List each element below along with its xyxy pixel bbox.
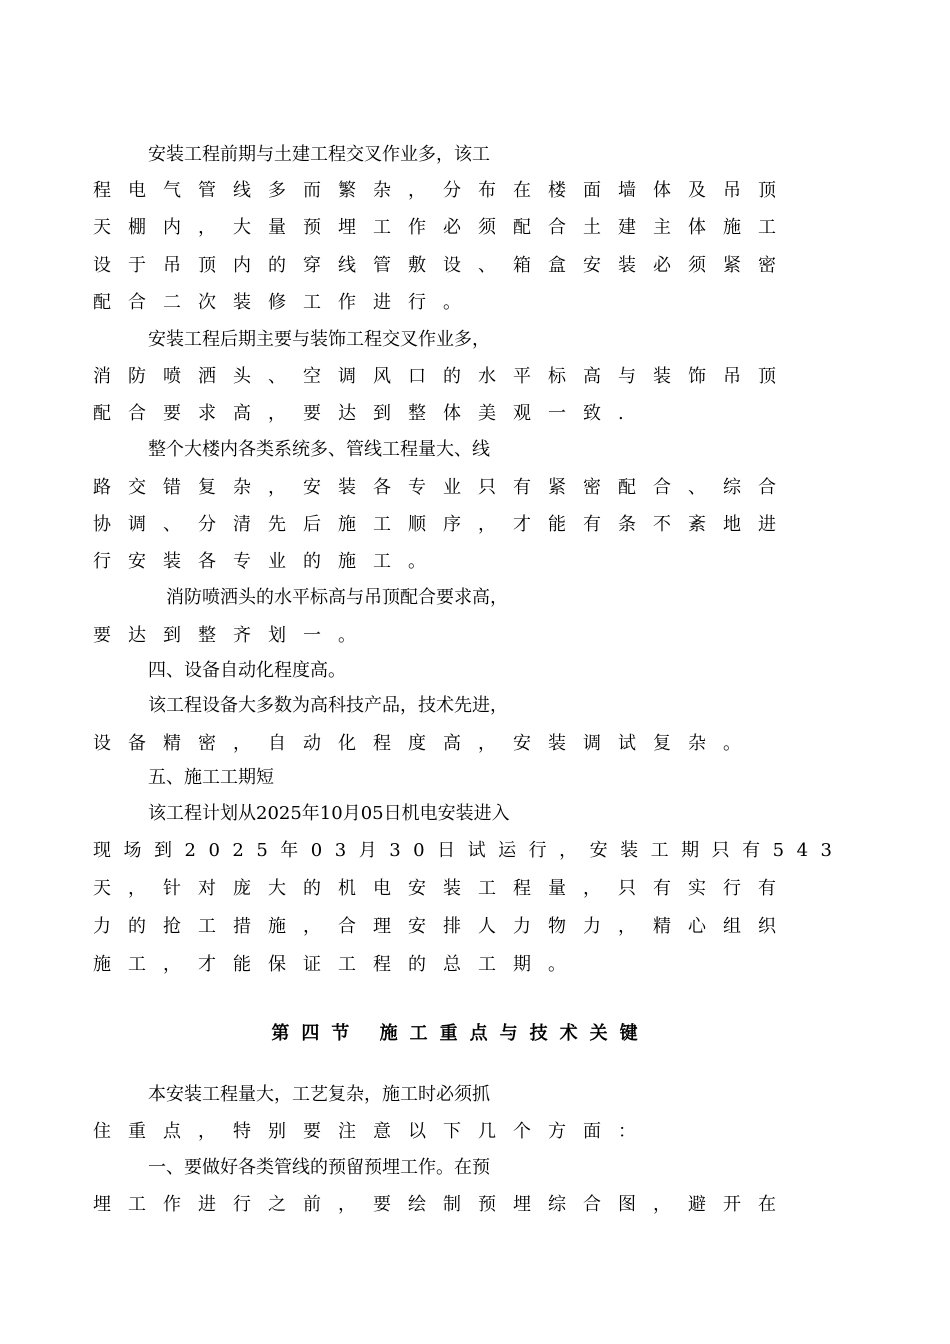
section-heading: 第四节 施工重点与技术关键 <box>271 1023 650 1044</box>
paragraph-line: 施工，才能保证工程的总工期。 <box>93 954 583 975</box>
paragraph-line: 配合二次装修工作进行。 <box>93 292 478 313</box>
paragraph-line: 设备精密，自动化程度高，安装调试复杂。 <box>93 733 758 754</box>
paragraph-line: 设于吊顶内的穿线管敷设、箱盒安装必须紧密 <box>93 255 793 276</box>
paragraph-line: 协调、分清先后施工顺序，才能有条不紊地进 <box>93 514 793 535</box>
paragraph-line: 四、设备自动化程度高。 <box>148 660 346 681</box>
paragraph-line: 住重点，特别要注意以下几个方面： <box>93 1121 653 1142</box>
paragraph-line: 埋工作进行之前，要绘制预埋综合图，避开在 <box>93 1194 793 1215</box>
paragraph-line: 该工程计划从2025年10月05日机电安装进入 <box>148 803 510 824</box>
paragraph-line: 路交错复杂，安装各专业只有紧密配合、综合 <box>93 477 793 498</box>
paragraph-line: 安装工程后期主要与装饰工程交叉作业多， <box>148 329 490 350</box>
paragraph-line: 现场到2025年03月30日试运行，安装工期只有543 <box>93 840 845 861</box>
paragraph-line: 安装工程前期与土建工程交叉作业多，该工 <box>148 144 490 165</box>
paragraph-line: 消防喷洒头的水平标高与吊顶配合要求高， <box>166 587 508 608</box>
paragraph-line: 配合要求高，要达到整体美观一致. <box>93 403 641 424</box>
paragraph-line: 程电气管线多而繁杂，分布在楼面墙体及吊顶 <box>93 180 793 201</box>
paragraph-line: 天棚内，大量预埋工作必须配合土建主体施工 <box>93 217 793 238</box>
paragraph-line: 力的抢工措施，合理安排人力物力，精心组织 <box>93 916 793 937</box>
paragraph-line: 一、要做好各类管线的预留预埋工作。在预 <box>148 1157 490 1178</box>
paragraph-line: 本安装工程量大，工艺复杂，施工时必须抓 <box>148 1084 490 1105</box>
paragraph-line: 整个大楼内各类系统多、管线工程量大、线 <box>148 439 490 460</box>
paragraph-line: 要达到整齐划一。 <box>93 625 373 646</box>
paragraph-line: 行安装各专业的施工。 <box>93 551 443 572</box>
paragraph-line: 天，针对庞大的机电安装工程量，只有实行有 <box>93 878 793 899</box>
paragraph-line: 消防喷洒头、空调风口的水平标高与装饰吊顶 <box>93 366 793 387</box>
paragraph-line: 该工程设备大多数为高科技产品，技术先进， <box>148 695 508 716</box>
paragraph-line: 五、施工工期短 <box>148 767 274 788</box>
